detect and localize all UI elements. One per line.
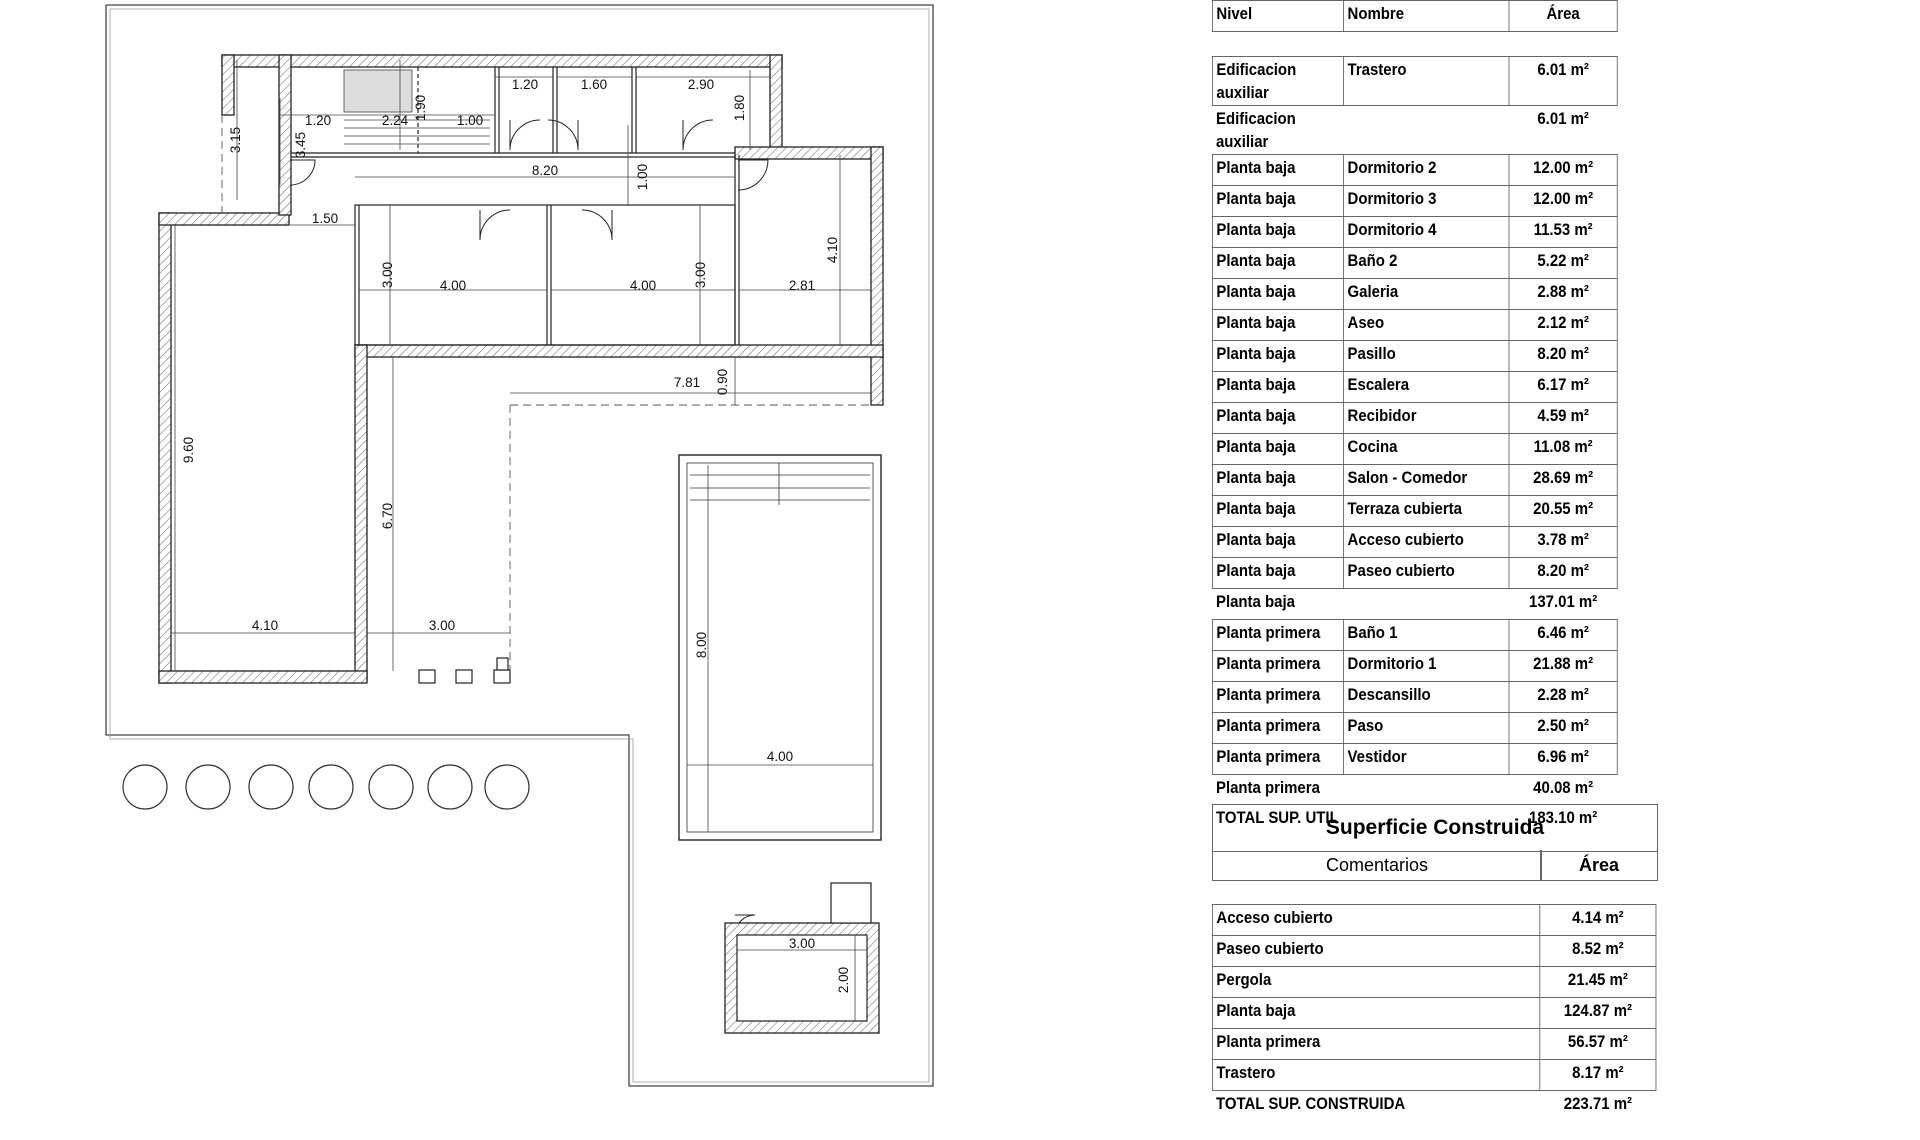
cell-nivel: Planta primera xyxy=(1212,682,1343,713)
cell-nombre: Dormitorio 3 xyxy=(1344,186,1509,217)
cell-area: 11.53 m² xyxy=(1509,217,1617,248)
cell-area: 40.08 m² xyxy=(1533,778,1594,797)
cell-nivel: Planta primera xyxy=(1215,778,1320,797)
dimension-label: 2.81 xyxy=(788,278,816,293)
cell-nombre: Dormitorio 2 xyxy=(1344,155,1509,186)
cell-label: Planta primera xyxy=(1212,1029,1539,1060)
subtotal-row xyxy=(1212,775,1617,806)
dimension-label: 3.00 xyxy=(788,936,816,951)
cell-nivel: Planta baja xyxy=(1212,496,1343,527)
subtotal-row xyxy=(1212,106,1617,155)
dimension-label: 2.00 xyxy=(836,966,851,994)
dimension-label: 6.70 xyxy=(380,502,395,530)
dimension-label: 8.20 xyxy=(531,163,559,178)
dimension-label: 3.00 xyxy=(693,261,708,289)
dimension-label: 1.20 xyxy=(511,77,539,92)
cell-nivel: Planta baja xyxy=(1212,248,1343,279)
dimension-label: 3.00 xyxy=(428,618,456,633)
cell-nivel: Planta baja xyxy=(1212,155,1343,186)
cell-nombre: Pasillo xyxy=(1344,341,1509,372)
cell-area: 21.88 m² xyxy=(1509,651,1617,682)
cell-area: 124.87 m² xyxy=(1540,998,1656,1029)
cell-area: 6.96 m² xyxy=(1509,744,1617,775)
dimension-label: 3.15 xyxy=(228,126,243,154)
header-area: Área xyxy=(1540,850,1658,881)
cell-nivel: Planta baja xyxy=(1212,310,1343,341)
cell-area: 2.88 m² xyxy=(1509,279,1617,310)
cell-nombre: Acceso cubierto xyxy=(1344,527,1509,558)
table-row xyxy=(1212,558,1617,589)
dimension-label: 2.90 xyxy=(687,77,715,92)
built-table xyxy=(1212,904,1656,1121)
table-row xyxy=(1212,744,1617,775)
cell-nivel: Planta baja xyxy=(1212,372,1343,403)
dimension-label: 1.60 xyxy=(580,77,608,92)
table-row xyxy=(1212,713,1617,744)
dimension-lines xyxy=(171,60,873,1021)
cell-nivel: Planta baja xyxy=(1215,592,1295,611)
dimension-label: 1.20 xyxy=(304,113,332,128)
cell-label: Planta baja xyxy=(1212,998,1539,1029)
built-table-header xyxy=(1212,850,1656,880)
walls xyxy=(159,55,883,683)
cell-nombre: Descansillo xyxy=(1344,682,1509,713)
cell-nombre: Baño 1 xyxy=(1344,620,1509,651)
cell-area: 6.17 m² xyxy=(1509,372,1617,403)
cell-area: 137.01 m² xyxy=(1529,592,1598,611)
cell-area: 4.59 m² xyxy=(1509,403,1617,434)
dimension-label: 1.50 xyxy=(311,211,339,226)
cell-nombre: Cocina xyxy=(1344,434,1509,465)
cell-nivel: Planta primera xyxy=(1212,713,1343,744)
cell-nivel: Planta primera xyxy=(1212,744,1343,775)
cell-area: 11.08 m² xyxy=(1509,434,1617,465)
cell-nombre: Paseo cubierto xyxy=(1344,558,1509,589)
header-comentarios: Comentarios xyxy=(1212,850,1542,881)
dimension-label: 1.90 xyxy=(413,94,428,122)
subtotal-row xyxy=(1212,589,1617,620)
dimension-label: 9.60 xyxy=(181,436,196,464)
dimension-label: 3.45 xyxy=(293,131,308,159)
total-row xyxy=(1212,1091,1656,1122)
dimension-label: 4.00 xyxy=(629,278,657,293)
table-row xyxy=(1212,1060,1656,1091)
cell-nivel: Planta baja xyxy=(1212,186,1343,217)
terrace-outline xyxy=(222,115,871,680)
cell-nombre: Trastero xyxy=(1344,57,1509,106)
header-area: Área xyxy=(1509,1,1617,32)
table-row xyxy=(1212,651,1617,682)
cell-nombre: Dormitorio 4 xyxy=(1344,217,1509,248)
areas-table-header xyxy=(1212,1,1617,32)
dimension-label: 4.10 xyxy=(825,236,840,264)
table-row xyxy=(1212,341,1617,372)
cell-area: 12.00 m² xyxy=(1509,155,1617,186)
cell-nivel: Planta baja xyxy=(1212,217,1343,248)
table-row xyxy=(1212,248,1617,279)
cell-area: 56.57 m² xyxy=(1540,1029,1656,1060)
areas-table xyxy=(1212,0,1618,835)
cell-nivel: Planta baja xyxy=(1212,465,1343,496)
header-nivel: Nivel xyxy=(1212,1,1343,32)
cell-area: 8.20 m² xyxy=(1509,341,1617,372)
cell-area: 3.78 m² xyxy=(1509,527,1617,558)
table-row xyxy=(1212,998,1656,1029)
table-row xyxy=(1212,310,1617,341)
cell-area: 8.20 m² xyxy=(1509,558,1617,589)
cell-area: 12.00 m² xyxy=(1509,186,1617,217)
cell-nivel: Planta baja xyxy=(1212,279,1343,310)
cell-area: 8.52 m² xyxy=(1540,936,1656,967)
dimension-label: 4.10 xyxy=(251,618,279,633)
cell-area: 6.01 m² xyxy=(1537,109,1589,128)
dimension-label: 1.80 xyxy=(732,94,747,122)
dimension-label: 2.24 xyxy=(381,113,409,128)
cell-nombre: Baño 2 xyxy=(1344,248,1509,279)
spacer xyxy=(1212,32,1617,57)
table-row xyxy=(1212,465,1617,496)
cell-nombre: Escalera xyxy=(1344,372,1509,403)
cell-nombre: Paso xyxy=(1344,713,1509,744)
cell-area: 5.22 m² xyxy=(1509,248,1617,279)
table-row xyxy=(1212,936,1656,967)
cell-nombre: Terraza cubierta xyxy=(1344,496,1509,527)
cell-nombre: Galeria xyxy=(1344,279,1509,310)
cell-label: Trastero xyxy=(1212,1060,1539,1091)
table-row xyxy=(1212,372,1617,403)
table-row xyxy=(1212,186,1617,217)
cell-nivel: Planta baja xyxy=(1212,403,1343,434)
cell-area: 2.28 m² xyxy=(1509,682,1617,713)
table-row xyxy=(1212,496,1617,527)
cell-nombre: Vestidor xyxy=(1344,744,1509,775)
trees xyxy=(123,765,529,809)
table-row xyxy=(1212,967,1656,998)
header-nombre: Nombre xyxy=(1344,1,1509,32)
cell-nivel: Edificacion auxiliar xyxy=(1212,57,1343,106)
cell-nivel: Planta baja xyxy=(1212,341,1343,372)
table-row xyxy=(1212,1029,1656,1060)
cell-area: 6.01 m² xyxy=(1509,57,1617,106)
dimension-label: 1.00 xyxy=(635,163,650,191)
table-row xyxy=(1212,217,1617,248)
table-row xyxy=(1212,279,1617,310)
cell-nombre: Dormitorio 1 xyxy=(1344,651,1509,682)
cell-area: 223.71 m² xyxy=(1563,1094,1632,1113)
cell-nivel: TOTAL SUP. UTIL xyxy=(1215,808,1339,827)
cell-nombre: Aseo xyxy=(1344,310,1509,341)
cell-area: 20.55 m² xyxy=(1509,496,1617,527)
cell-area: 4.14 m² xyxy=(1540,905,1656,936)
cell-area: 21.45 m² xyxy=(1540,967,1656,998)
dimension-label: 7.81 xyxy=(673,375,701,390)
cell-nivel: Planta baja xyxy=(1212,558,1343,589)
dimension-label: 3.00 xyxy=(380,261,395,289)
cell-nombre xyxy=(1344,775,1509,806)
cell-nivel: Planta baja xyxy=(1212,434,1343,465)
cell-nivel: Planta primera xyxy=(1212,651,1343,682)
dimension-label: 1.00 xyxy=(456,113,484,128)
cell-label: Pergola xyxy=(1212,967,1539,998)
cell-nombre xyxy=(1344,106,1509,155)
table-row xyxy=(1212,403,1617,434)
cell-area: 6.46 m² xyxy=(1509,620,1617,651)
table-row xyxy=(1212,620,1617,651)
cell-nombre: Salon - Comedor xyxy=(1344,465,1509,496)
pool xyxy=(679,455,881,840)
dimension-label: 4.00 xyxy=(439,278,467,293)
columns xyxy=(419,658,510,683)
table-row xyxy=(1212,527,1617,558)
storage-building xyxy=(725,883,879,1033)
cell-area: 28.69 m² xyxy=(1509,465,1617,496)
cell-nivel: Planta primera xyxy=(1212,620,1343,651)
table-row xyxy=(1212,57,1617,106)
built-table-title: Superficie Construida xyxy=(1212,804,1658,852)
cell-area: 2.50 m² xyxy=(1509,713,1617,744)
cell-label: TOTAL SUP. CONSTRUIDA xyxy=(1215,1094,1406,1113)
plot-boundary-inner xyxy=(110,9,929,1082)
cell-nombre: Recibidor xyxy=(1344,403,1509,434)
dimension-label: 0.90 xyxy=(715,368,730,396)
table-row xyxy=(1212,905,1656,936)
cell-nivel: Planta baja xyxy=(1212,527,1343,558)
cell-nivel: Edificacion auxiliar xyxy=(1215,109,1296,151)
dimension-label: 4.00 xyxy=(766,749,794,764)
cell-area: 8.17 m² xyxy=(1540,1060,1656,1091)
table-row xyxy=(1212,434,1617,465)
dimension-label: 8.00 xyxy=(694,631,709,659)
table-row xyxy=(1212,155,1617,186)
cell-area: 2.12 m² xyxy=(1509,310,1617,341)
cell-label: Paseo cubierto xyxy=(1212,936,1539,967)
cell-nombre xyxy=(1344,589,1509,620)
cell-area: 183.10 m² xyxy=(1529,808,1598,827)
cell-label: Acceso cubierto xyxy=(1212,905,1539,936)
table-row xyxy=(1212,682,1617,713)
